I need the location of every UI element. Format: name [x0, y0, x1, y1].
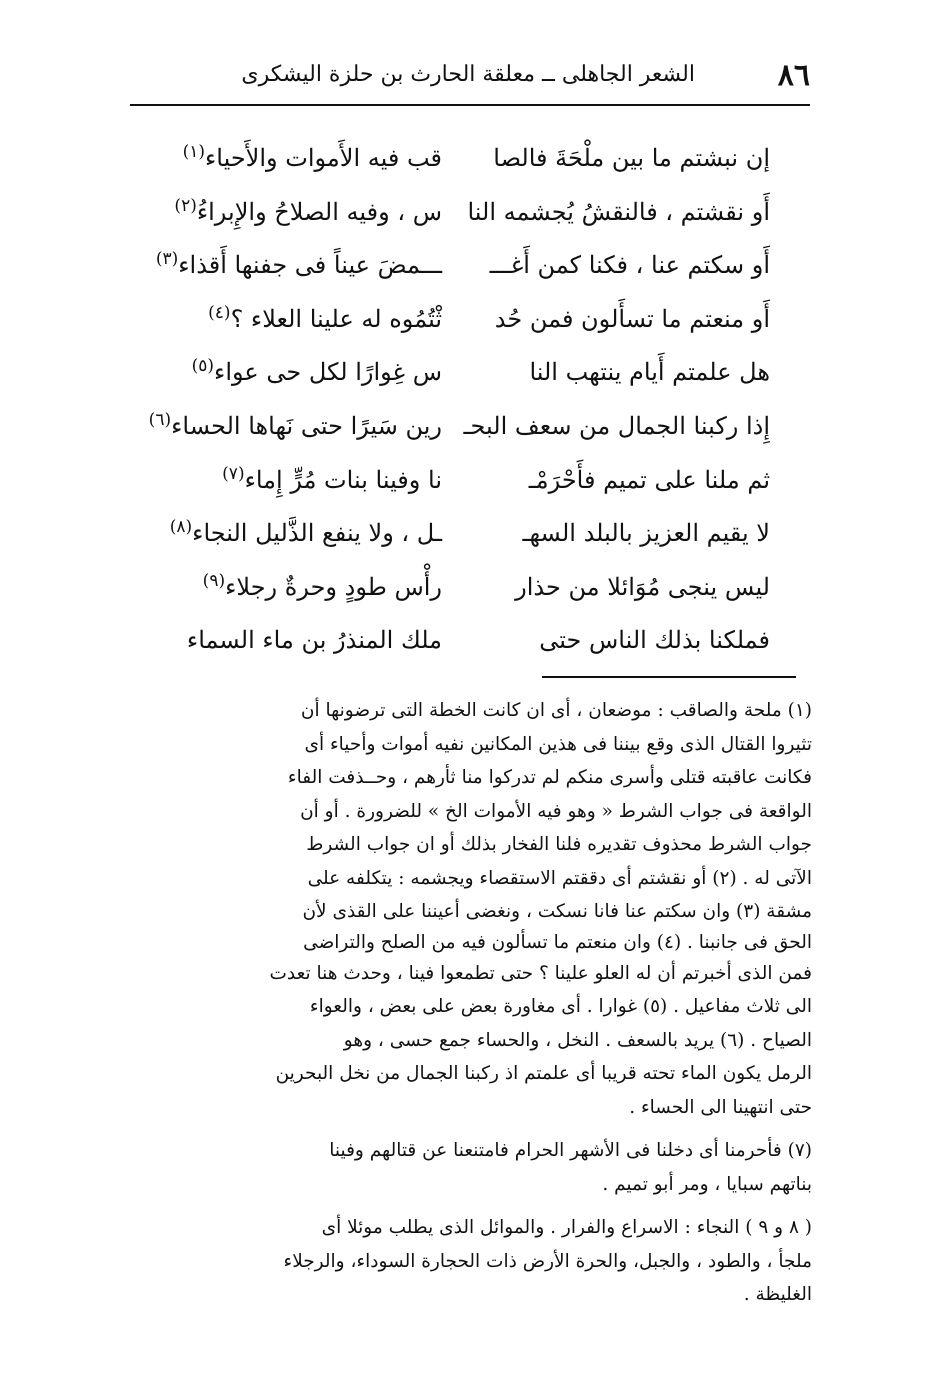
verse-second-hemistich — [130, 513, 442, 553]
verse-second-hemistich-text: قب فيه الأَموات والأَحياء — [205, 144, 442, 172]
footnote-line: جواب الشرط محذوف تقديره فلنا الفخار بذلك أو ان جواب الشرط — [306, 834, 812, 855]
footnote-line: الى ثلاث مفاعيل . (٥) غوارا . أى مغاورة بعض على بعض ، والعواء — [309, 996, 812, 1017]
footnote-line: الواقعة فى جواب الشرط « وهو فيه الأموات الخ » للضرورة . أو أن — [300, 800, 812, 822]
verse-second-hemistich — [130, 192, 442, 232]
footnote-marker: (٤) — [208, 302, 231, 323]
verse-first-hemistich: أَو نقشتم ، فالنقشُ يُجشمه النا — [467, 197, 770, 226]
verse-second-hemistich-text: نا وفينا بنات مُرٍّ إِماء — [244, 465, 442, 494]
verse-first-hemistich: لا يقيم العزيز بالبلد السهـ — [522, 519, 770, 548]
verse-second-hemistich — [130, 567, 442, 607]
verse-first-hemistich: فملكنا بذلك الناس حتى — [539, 626, 770, 655]
verse — [130, 192, 770, 246]
verse — [130, 460, 770, 514]
verse-second-hemistich — [130, 620, 442, 660]
verse-second-hemistich — [130, 138, 442, 178]
verse-first-hemistich: هل علمتم أَيام ينتهب النا — [529, 358, 770, 387]
footnote-line: الرمل يكون الماء تحته قريبا أى علمتم اذ ركبنا الجمال من نخل البحرين — [275, 1063, 812, 1084]
header-rule — [130, 104, 810, 106]
page-number: ٨٦ — [777, 58, 810, 93]
verse — [130, 138, 770, 192]
footnote-marker: (٦) — [148, 409, 172, 430]
verse-second-hemistich-text: ملك المنذرُ بن ماء السماء — [186, 626, 442, 655]
verse — [130, 567, 770, 621]
verse — [130, 352, 770, 406]
verse — [130, 513, 770, 567]
footnote-line: الحق فى جانبنا . (٤) وان منعتم ما تسألون فيه من الصلح والتراضى — [303, 931, 812, 953]
verse-first-hemistich: ثم ملنا على تميم فأَحْرَمْـ — [528, 465, 770, 494]
footnote-marker: (٣) — [155, 249, 179, 270]
footnote-marker: (٧) — [222, 463, 245, 484]
verse-first-hemistich: إن نبشتم ما بين ملْحَةَ فالصا — [493, 144, 770, 172]
footnote-marker: (٨) — [169, 517, 193, 538]
running-title: الشعر الجاهلى ــ معلقة الحارث بن حلزة اليشكرى — [241, 62, 695, 87]
verse-second-hemistich-text: رين سَيرًا حتى نَهاها الحساء — [171, 411, 442, 440]
verse-first-hemistich: أَو منعتم ما تسأَلون فمن حُد — [494, 304, 770, 333]
page-header — [130, 52, 810, 98]
verse-second-hemistich — [130, 299, 442, 339]
footnotes — [130, 694, 812, 1312]
footnote-line: فكانت عاقبته قتلى وأسرى منكم لم تدركوا منا ثأرهم ، وحــذفت الفاء — [287, 767, 812, 788]
footnote-marker: (٩) — [202, 570, 226, 591]
verse-first-hemistich: إِذا ركبنا الجمال من سعف البحـ — [463, 411, 770, 440]
verse-second-hemistich-text: ـل ، ولا ينفع الذَّليل النجاء — [192, 519, 442, 548]
verse-second-hemistich-text: ـــمضَ عيناً فى جفنها أَقذاء — [178, 251, 442, 280]
verse-second-hemistich-text: رأْس طودٍ وحرةٌ رجلاء — [225, 572, 442, 601]
verse — [130, 406, 770, 460]
verse-second-hemistich-text: ثْتُمُوه له علينا العلاء ؟ — [230, 304, 442, 333]
footnote-line: ( ٨ و ٩ ) النجاء : الاسراع والفرار . والموائل الذى يطلب موئلا أى — [321, 1217, 812, 1238]
footnote-line: بناتهم سبايا ، ومر أبو تميم . — [602, 1173, 812, 1195]
footnote-marker: (١) — [182, 142, 205, 162]
verse-second-hemistich — [130, 406, 442, 446]
verse — [130, 620, 770, 674]
footnote-line: حتى انتهينا الى الحساء . — [629, 1096, 812, 1118]
footnote-line: فمن الذى أخبرتم أن له العلو علينا ؟ حتى تطمعوا فينا ، وحدث هنا تعدت — [269, 962, 812, 984]
verse — [130, 245, 770, 299]
verse-first-hemistich: أَو سكتم عنا ، فكنا كمن أَغـــ — [489, 251, 770, 280]
footnote-line: الغليظة . — [743, 1284, 812, 1305]
verse-second-hemistich — [130, 460, 442, 500]
verse-second-hemistich-text: س ، وفيه الصلاحُ والإِبراءُ — [196, 197, 442, 226]
footnote-line: تثيروا القتال الذى وقع بيننا فى هذين المكانين نفيه أموات وأحياء أى — [304, 733, 812, 755]
footnote-marker: (٢) — [174, 195, 197, 216]
footnote-marker: (٥) — [191, 356, 215, 377]
verse-second-hemistich-text: س غِوارًا لكل حى عواء — [214, 358, 442, 387]
footnote-line: الصياح . (٦) يريد بالسعف . النخل ، والحساء جمع حسى ، وهو — [343, 1029, 812, 1051]
verse-second-hemistich — [130, 352, 442, 392]
poem — [130, 138, 770, 674]
footnote-line: مشقة (٣) وان سكتم عنا فانا نسكت ، ونغضى أعيننا على القذى لأن — [302, 901, 812, 922]
poem-divider — [542, 676, 796, 678]
verse — [130, 299, 770, 353]
footnote-line: (١) ملحة والصاقب : موضعان ، أى ان كانت الخطة التى ترضونها أن — [300, 700, 812, 721]
footnote-line: ملجأ ، والطود ، والجبل، والحرة الأرض ذات الحجارة السوداء، والرجلاء — [283, 1250, 812, 1272]
footnote-line: (٧) فأحرمنا أى دخلنا فى الأشهر الحرام فامتنعنا عن قتالهم وفينا — [329, 1140, 812, 1161]
verse-first-hemistich: ليس ينجى مُوَائلا من حذار — [515, 572, 770, 601]
verse-second-hemistich — [130, 245, 442, 285]
footnote-line: الآتى له . (٢) أو نقشتم أى دققتم الاستقصاء ويجشمه : يتكلفه على — [307, 867, 812, 889]
